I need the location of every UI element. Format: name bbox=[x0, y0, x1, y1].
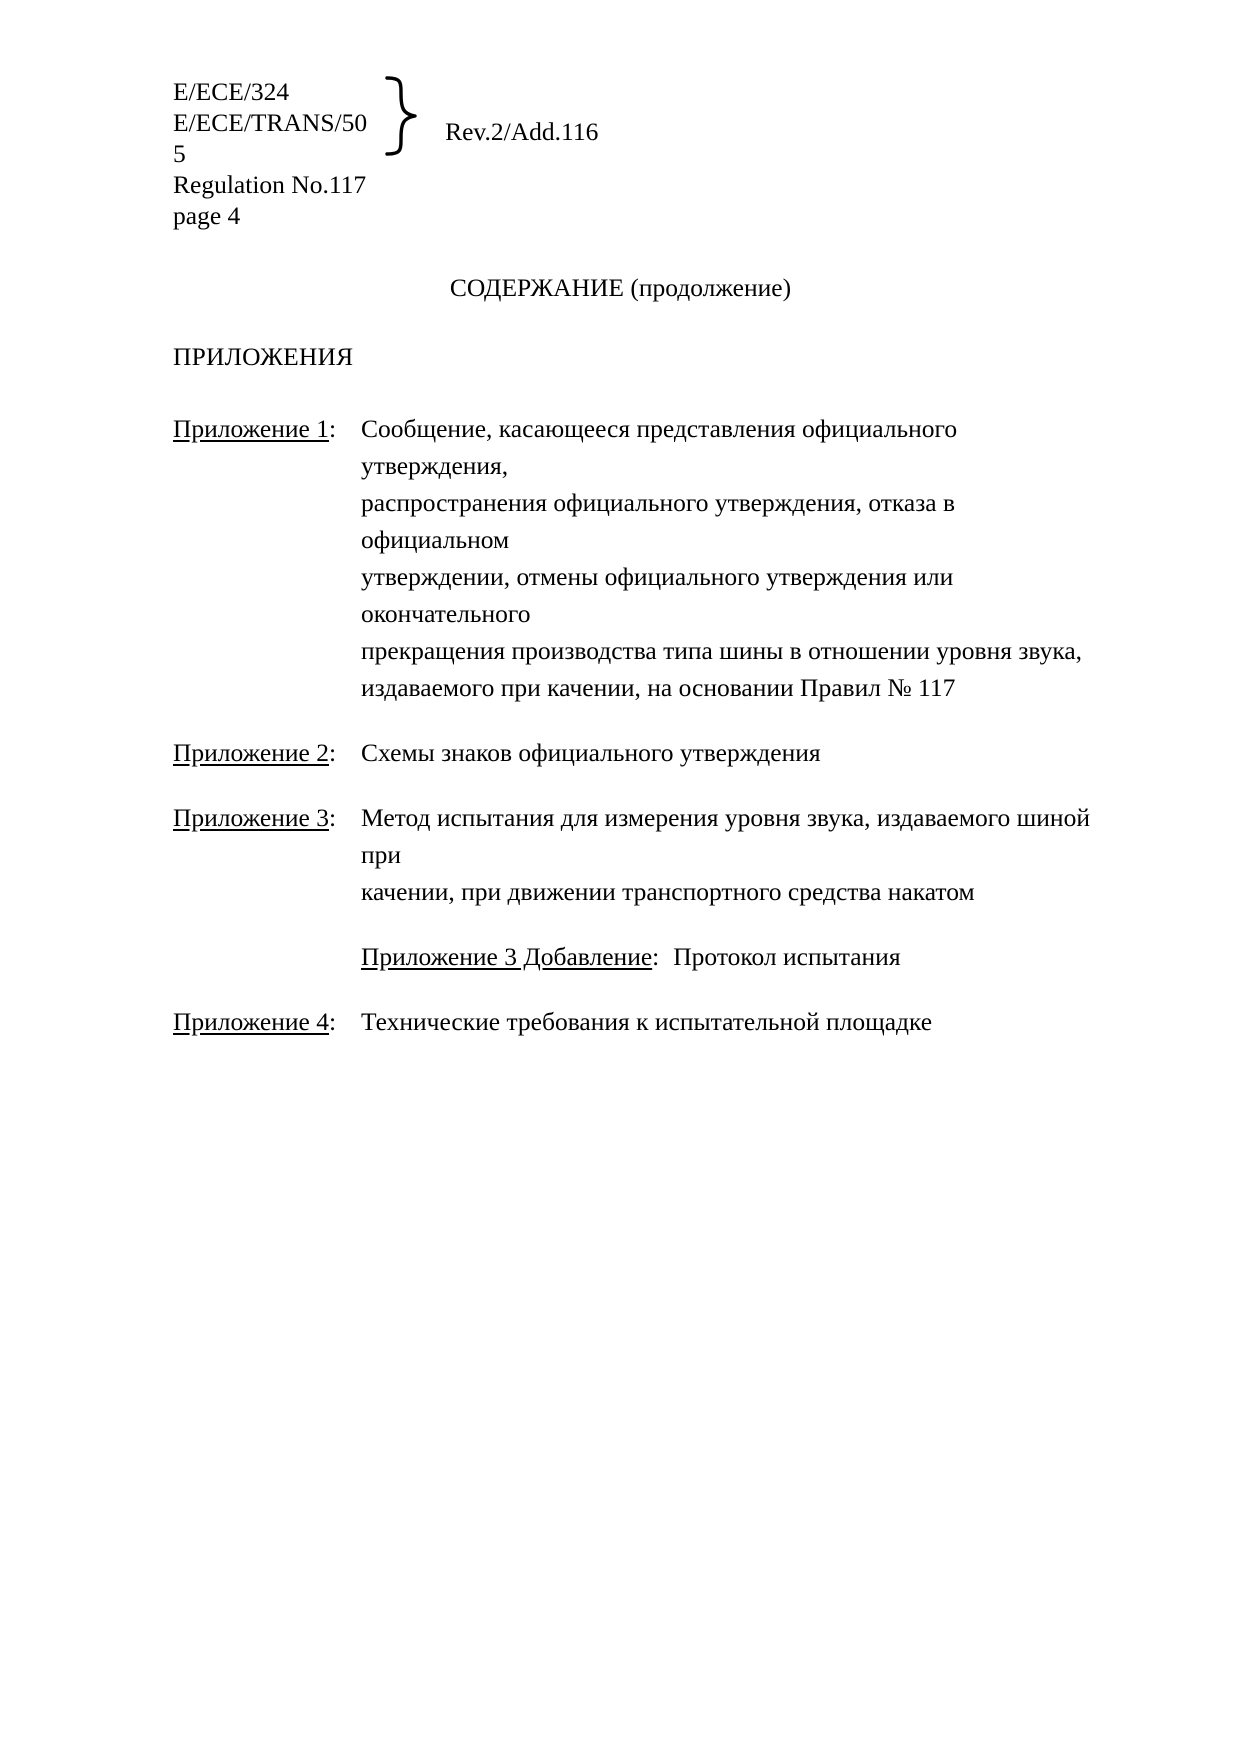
annex-body-line: Схемы знаков официального утверждения bbox=[361, 738, 821, 767]
annex-body-line: прекращения производства типа шины в отношении уровня звука, bbox=[361, 636, 1083, 665]
annex-sub-spacer bbox=[173, 938, 361, 975]
header-page-number: page 4 bbox=[173, 201, 241, 230]
annex-entry-4 bbox=[173, 1003, 1108, 1040]
annex-list bbox=[173, 410, 1108, 1068]
annex-3-appendix-colon: : bbox=[652, 942, 660, 971]
annex-label-colon-2: : bbox=[329, 738, 337, 767]
header-revision: Rev.2/Add.116 bbox=[445, 117, 599, 146]
annex-entry-3 bbox=[173, 799, 1108, 910]
annexes-heading: ПРИЛОЖЕНИЯ bbox=[173, 342, 354, 371]
annex-body-4 bbox=[361, 1003, 1108, 1040]
document-header bbox=[173, 76, 598, 231]
annex-label-text-2: Приложение 2 bbox=[173, 738, 329, 767]
annex-label-4 bbox=[173, 1003, 361, 1040]
annex-body-line: Сообщение, касающееся представления официального утверждения, bbox=[361, 414, 958, 480]
annex-body-line: издаваемого при качении, на основании Правил № 117 bbox=[361, 673, 956, 702]
annex-entry-2 bbox=[173, 734, 1108, 771]
annex-sub-content bbox=[361, 938, 901, 975]
header-code-line-2: E/ECE/TRANS/50 bbox=[173, 108, 368, 137]
annex-label-colon-4: : bbox=[329, 1007, 337, 1036]
page-title: СОДЕРЖАНИЕ (продолжение) bbox=[449, 273, 792, 302]
header-code-line-1: E/ECE/324 bbox=[173, 77, 290, 106]
annex-body-line: утверждении, отмены официального утверждения или окончательного bbox=[361, 562, 954, 628]
annex-label-text-1: Приложение 1 bbox=[173, 414, 329, 443]
header-code-block bbox=[173, 76, 367, 231]
annex-label-text-3: Приложение 3 bbox=[173, 803, 329, 832]
annex-body-line: Метод испытания для измерения уровня звука, издаваемого шиной при bbox=[361, 803, 1090, 869]
annex-body-line: распространения официального утверждения, отказа в официальном bbox=[361, 488, 956, 554]
header-regulation-number: Regulation No.117 bbox=[173, 170, 367, 199]
header-code-line-3: 5 bbox=[173, 139, 186, 168]
annex-3-appendix-entry bbox=[173, 938, 1108, 975]
annex-body-line: Технические требования к испытательной площадке bbox=[361, 1007, 933, 1036]
annex-body-line: качении, при движении транспортного средства накатом bbox=[361, 877, 975, 906]
annex-label-text-4: Приложение 4 bbox=[173, 1007, 329, 1036]
annex-label-3 bbox=[173, 799, 361, 836]
annex-label-colon-3: : bbox=[329, 803, 337, 832]
right-curly-brace-icon bbox=[381, 74, 423, 160]
annex-entry-1 bbox=[173, 410, 1108, 706]
annex-3-appendix-value: Протокол испытания bbox=[673, 942, 901, 971]
annex-label-colon-1: : bbox=[329, 414, 337, 443]
annex-body-1 bbox=[361, 410, 1108, 706]
annex-body-3 bbox=[361, 799, 1108, 910]
annex-label-2 bbox=[173, 734, 361, 771]
annex-label-1 bbox=[173, 410, 361, 447]
annex-body-2 bbox=[361, 734, 1108, 771]
annex-3-appendix-label: Приложение 3 Добавление bbox=[361, 942, 653, 971]
